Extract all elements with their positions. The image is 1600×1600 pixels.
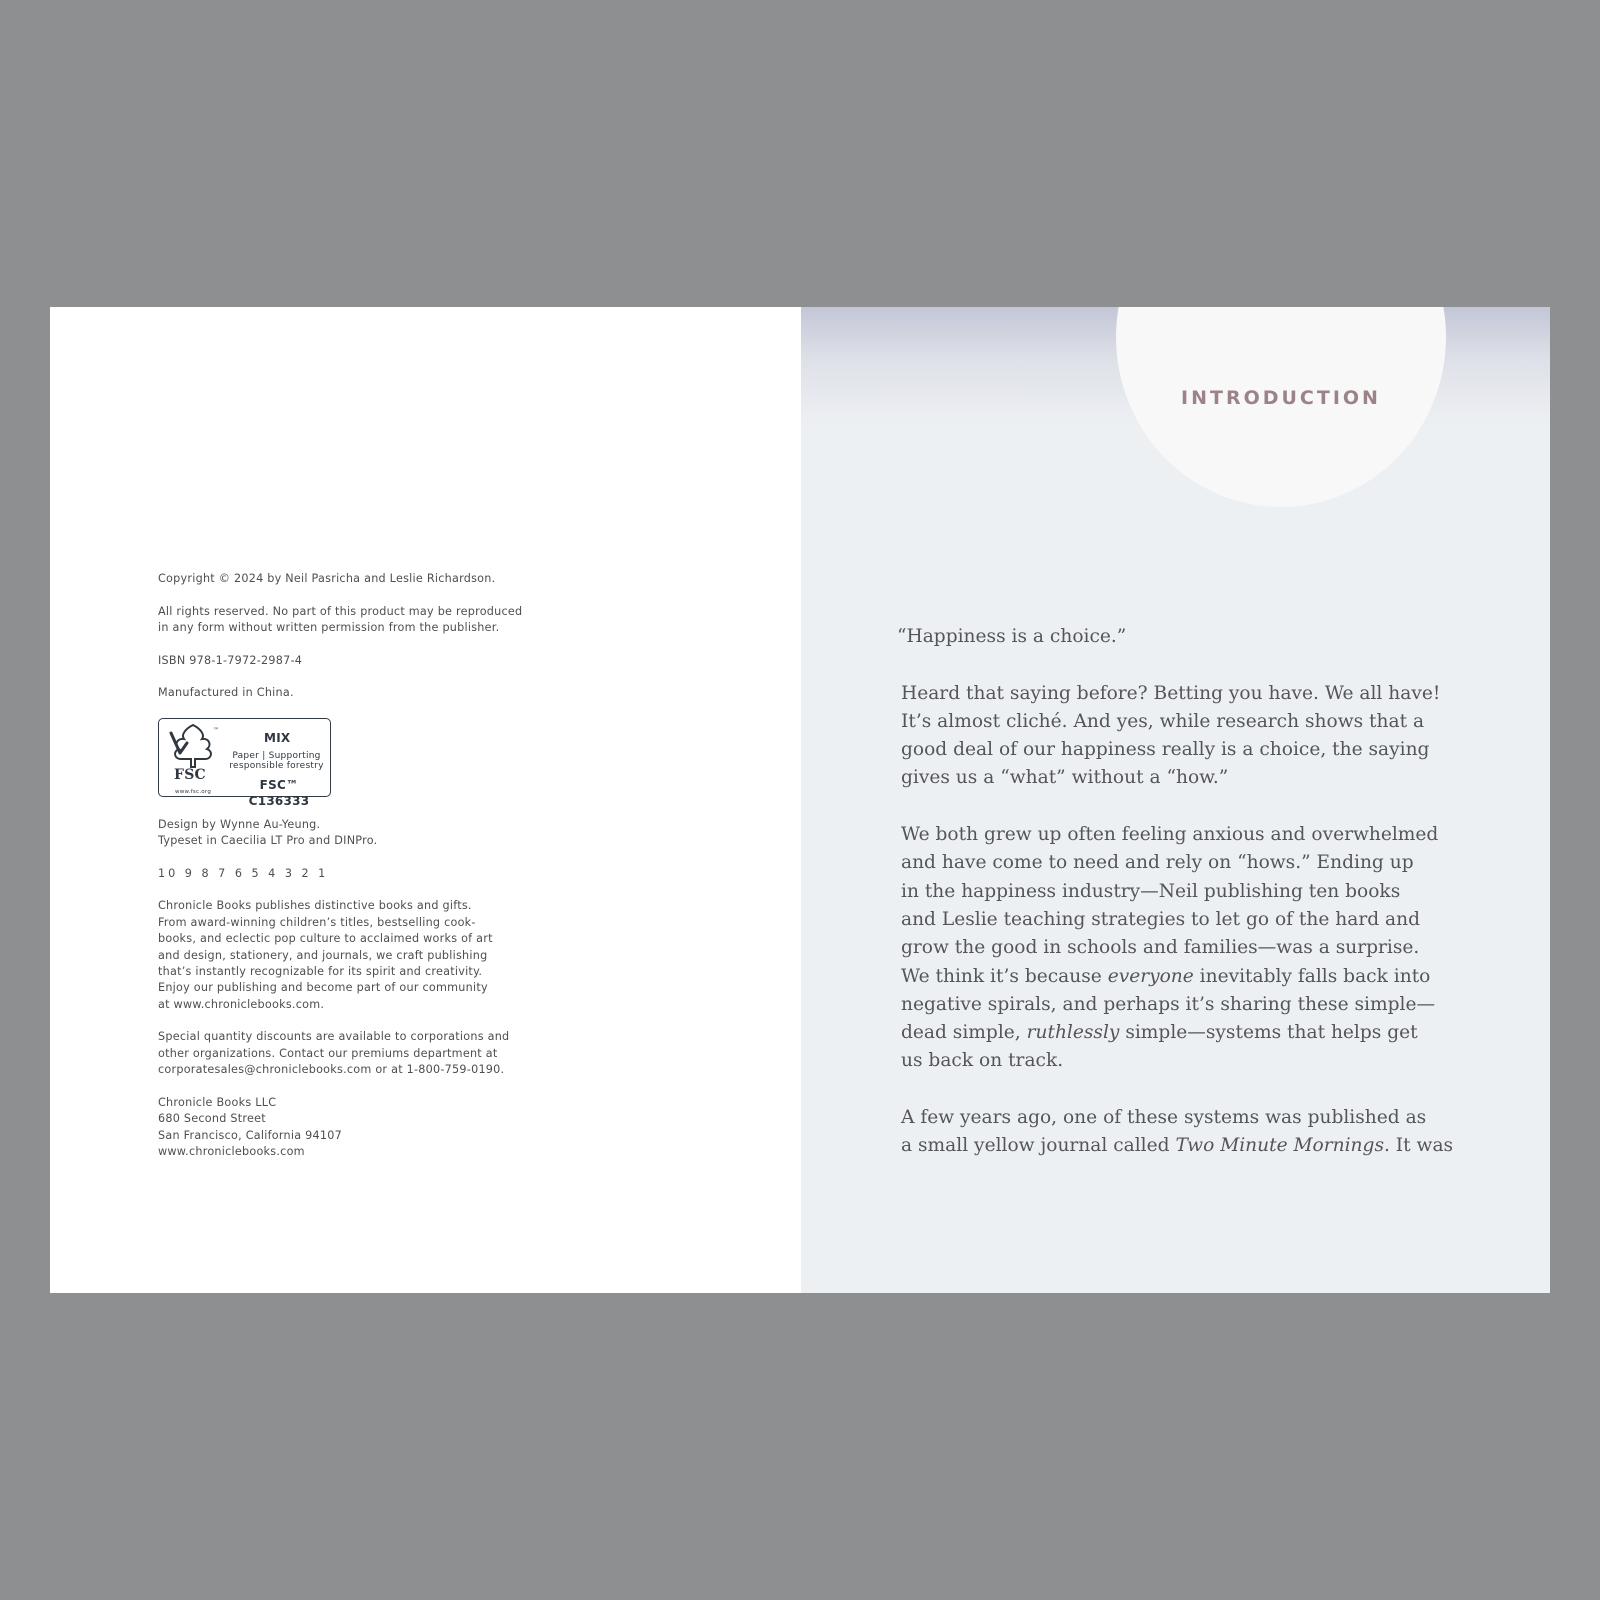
publisher-address: Chronicle Books LLC 680 Second Street San Francisco, California 94107 www.chroniclebooks.com: [158, 1095, 342, 1159]
isbn: ISBN 978-1-7972-2987-4: [158, 653, 303, 667]
discounts-note: Special quantity discounts are available to corporations and other organizations. Contact our premiums department at corporatesales@chroniclebooks.com or at 1-800-759-0190.: [158, 1030, 510, 1077]
rights-statement: All rights reserved. No part of this product may be reproduced in any form without written permission from the publisher.: [158, 604, 523, 634]
fsc-name: FSC: [174, 766, 206, 783]
intro-body: [897, 623, 1461, 1189]
paragraph-2-emphasis-ruthlessly: ruthlessly: [1026, 1022, 1120, 1044]
paragraph-2: [901, 821, 1461, 1076]
svg-text:™: ™: [213, 726, 220, 734]
paragraph-2-text-c: inevitably falls back into negative spirals, and perhaps it’s sharing these simple— dead simple,: [901, 965, 1436, 1044]
opening-quote: “Happiness is a choice.”: [897, 626, 1127, 647]
book-spread: [50, 307, 1550, 1293]
copyright-page: [50, 307, 801, 1293]
design-credit: Design by Wynne Au-Yeung. Typeset in Caecilia LT Pro and DINPro.: [158, 817, 378, 848]
printing-line: 10 9 8 7 6 5 4 3 2 1: [158, 866, 329, 880]
fsc-description: Paper | Supporting responsible forestry: [229, 750, 324, 771]
page-title: INTRODUCTION: [1181, 387, 1381, 409]
manufactured-line: Manufactured in China.: [158, 686, 294, 700]
paragraph-2-emphasis-everyone: everyone: [1107, 965, 1194, 987]
paragraph-2-text-e: simple—systems that helps get us back on track.: [901, 1022, 1418, 1072]
copyright-line: Copyright © 2024 by Neil Pasricha and Leslie Richardson.: [158, 572, 496, 585]
paragraph-3: [901, 1104, 1461, 1161]
book-title-two-minute-mornings: Two Minute Mornings: [1175, 1135, 1384, 1157]
fsc-url: www.fsc.org: [175, 788, 212, 795]
paragraph-3-text-c: . It was: [1383, 1135, 1454, 1157]
colophon: [158, 571, 578, 1177]
fsc-code: FSC™ C136333: [248, 777, 310, 809]
fsc-logo: [158, 718, 331, 809]
fsc-tree-icon: [165, 723, 223, 769]
publisher-blurb: Chronicle Books publishes distinctive books and gifts. From award-winning children’s titles, bestselling cook- books, and eclectic pop culture to acclaimed works of art and design, stationery, and journals, we craft publishing that’s instantly recognizable for its spirit and creativity. Enjoy our publishing and become part of our community at www.chroniclebooks.com.: [158, 899, 493, 1011]
fsc-mix: MIX: [264, 730, 291, 745]
paragraph-3-text-a: A few years ago, one of these systems was published as a small yellow journal called: [901, 1107, 1427, 1157]
paragraph-2-text-a: We both grew up often feeling anxious and overwhelmed and have come to need and rely on “hows.” Ending up in the happiness industry—Neil publishing ten books and Leslie teaching strategies to let go of the hard and grow the good in schools and families—was a surprise. We think it’s because: [901, 824, 1439, 987]
paragraph-1: Heard that saying before? Betting you have. We all have! It’s almost cliché. And yes, while research shows that a good deal of our happiness really is a choice, the saying gives us a “what” without a “how.”: [901, 682, 1441, 789]
introduction-page: [801, 307, 1550, 1293]
